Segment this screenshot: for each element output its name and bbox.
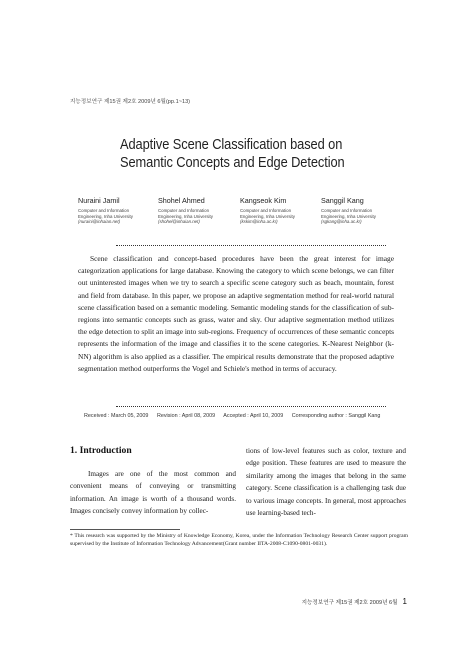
body-column-left: [70, 445, 236, 518]
running-head: 지능정보연구 제15권 제2호 2009년 6월(pp.1~13): [70, 99, 191, 105]
corresponding-author: Corresponding author : Sanggil Kang: [291, 413, 381, 419]
author-name: Shohel Ahmed: [158, 196, 205, 205]
author-affiliation: Engineering, Inha University: [78, 213, 133, 219]
body-paragraph: tions of low-level features such as color, texture and edge position. These features are used to measure the similarity among the images that belong in the same category. Scene classification is a challenging task due to various image concepts. In general, most approaches use learning-based tech-: [246, 447, 406, 518]
footer-journal: 지능정보연구 제15권 제2호 2009년 6월: [301, 600, 398, 606]
author-affiliation: Computer and Information: [240, 208, 292, 213]
dotted-divider-bottom: [116, 406, 386, 407]
author-block: [158, 196, 250, 225]
author-block: [78, 196, 170, 225]
accepted-date: Accepted : April 10, 2009: [223, 413, 284, 419]
author-affiliation: Computer and Information: [158, 208, 210, 213]
author-email: (nuraini@inhaian.net): [78, 219, 121, 225]
page-number: 1: [402, 597, 407, 606]
body-column-right: [246, 445, 406, 519]
author-name: Sanggil Kang: [321, 196, 364, 205]
revision-date: Revision : April 08, 2009: [156, 413, 216, 419]
author-affiliation: Engineering, Inha University: [240, 213, 295, 219]
body-paragraph: Images are one of the most common and convenient means of conveying or transmitting information. An image is worth of a thousand words. Images concisely convey information by collec-: [70, 470, 236, 516]
author-list: [78, 196, 398, 236]
title-line-2: Semantic Concepts and Edge Detection: [120, 155, 345, 171]
title-line-1: Adaptive Scene Classification based on: [120, 137, 343, 153]
author-name: Kangseok Kim: [240, 196, 287, 205]
author-block: [240, 196, 332, 225]
footnote-rule: [70, 529, 180, 530]
section-heading: 1. Introduction: [70, 445, 132, 456]
abstract-text: Scene classification and concept-based procedures have been the great interest for image categorization applications for large database. Knowing the category to which scene belongs, we can filter out uninterested images when we try to search a specific scene category such as beach, mountain, forest and field from database. In this paper, we propose an adaptive segmentation method for real-world natural scene classification based on a semantic modeling. Semantic modeling stands for the classification of sub-regions into semantic concepts such as grass, water and sky. Our adaptive segmentation method utilizes the edge detection to split an image into sub-regions. Frequency of occurrences of these semantic concepts represents the information of the image and classifies it to the scene categories. K-Nearest Neighbor (k-NN) algorithm is also applied as a classifier. The empirical results demonstrate that the proposed adaptive segmentation method outperforms the Vogel and Schiele's method in terms of accuracy.: [78, 254, 394, 373]
author-name: Nuraini Jamil: [78, 196, 120, 205]
article-dates: [84, 413, 387, 419]
author-email: (shohel@inhaian.net): [158, 219, 200, 225]
author-affiliation: Computer and Information: [78, 208, 130, 213]
author-affiliation: Engineering, Inha University: [158, 213, 213, 219]
author-block: [321, 196, 413, 225]
dotted-divider-top: [116, 245, 386, 246]
paper-title: [120, 136, 420, 172]
page-footer: [302, 597, 407, 606]
author-email: (kskim@inha.ac.kr): [240, 219, 278, 225]
author-email: (sgkang@inha.ac.kr): [321, 219, 362, 225]
author-affiliation: Computer and Information: [321, 208, 373, 213]
received-date: Received : March 05, 2009: [84, 413, 149, 419]
footnote: * This research was supported by the Ministry of Knowledge Economy, Korea, under the Information Technology Research Center support program supervised by the Institute of Information Technology Advancement(Grant number IITA-2008-C1090-0801-0031).: [70, 533, 408, 547]
abstract: [78, 253, 394, 375]
author-affiliation: Engineering, Inha University: [321, 213, 376, 219]
